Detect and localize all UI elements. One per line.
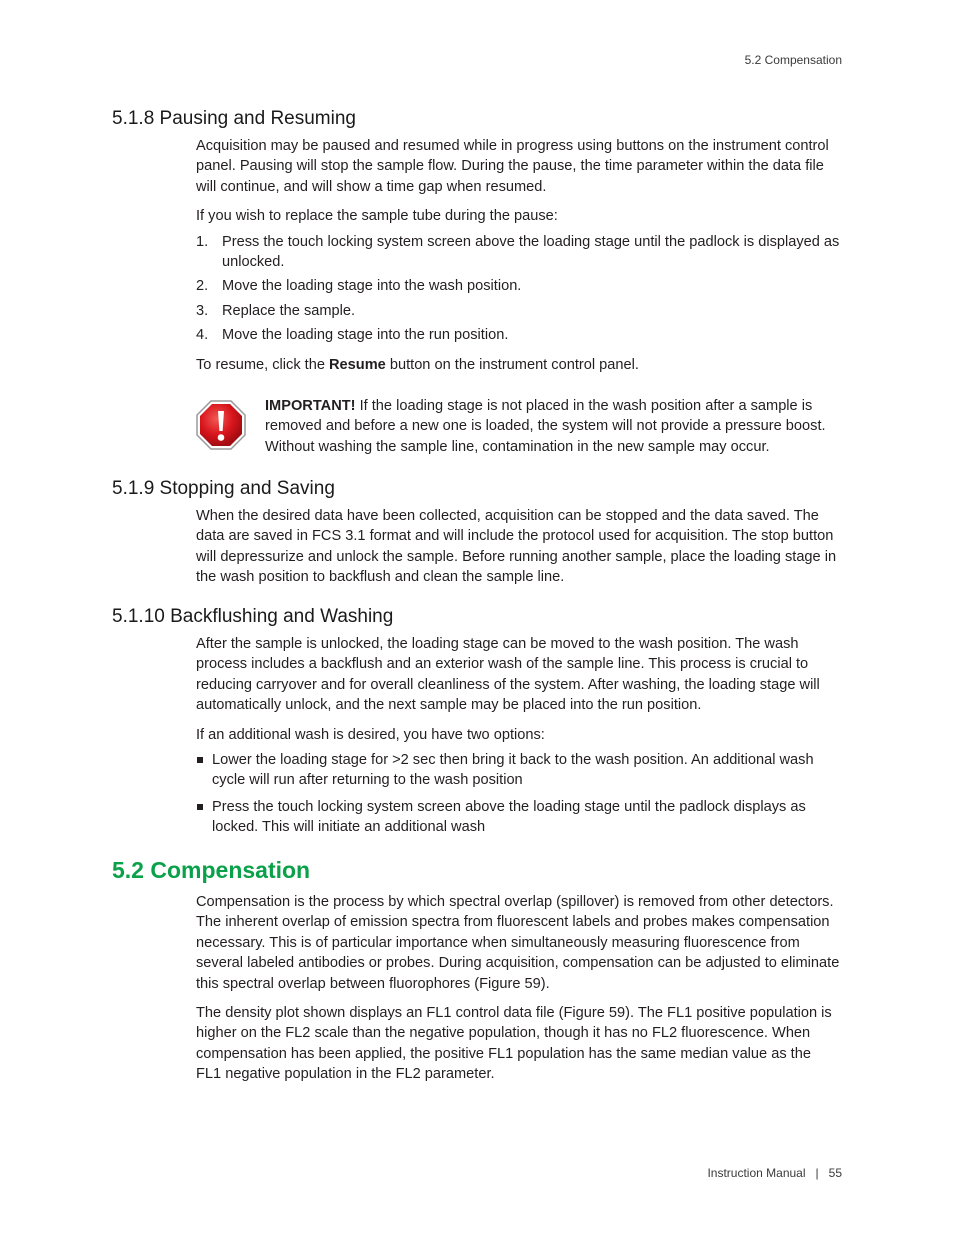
list-text: Press the touch locking system screen above the loading stage until the padlock displays as locked. This will initiate an additional wash [212,798,806,836]
heading-5-2: 5.2 Compensation [112,857,311,883]
warning-exclamation-icon [196,400,246,450]
heading-5-1-8: 5.1.8 Pausing and Resuming [112,108,356,129]
paragraph: After the sample is unlocked, the loading stage can be moved to the wash position. The wash process includes a backflush and an exterior wash of the sample line. This process is crucial to reducing carryover and for overall cleanliness of the system. After washing, the loading stage will automatically unlock, and the next sample may be placed into the run position. [196,636,820,714]
bullet-square-icon [197,757,203,763]
bullet-list [196,750,840,838]
list-number: 3. [196,302,209,319]
list-item [196,301,840,321]
section-5-1-10-body [196,634,840,838]
running-header: 5.2 Compensation [744,53,842,67]
important-label: IMPORTANT! [265,398,356,414]
list-text: Move the loading stage into the run position. [222,327,509,344]
resume-text-post: button on the instrument control panel. [385,356,639,373]
list-text: Replace the sample. [222,302,356,319]
footer-manual-title: Instruction Manual [707,1166,806,1180]
section-5-1-8-body [196,136,840,375]
list-item [196,797,840,838]
section-5-1-9-body [196,506,840,588]
paragraph: Acquisition may be paused and resumed while in progress using buttons on the instrument control panel. Pausing will stop the sample flow. During the pause, the time parameter within the data file will continue, and will show a time gap when resumed. [196,138,829,195]
footer-separator: | [815,1166,819,1180]
numbered-list [196,232,840,346]
page-number: 55 [828,1166,842,1180]
list-number: 2. [196,278,209,295]
important-text: If the loading stage is not placed in the wash position after a sample is removed and before a new one is loaded, the system will not provide a pressure boost. Without washing the sample line, contamination in the new sample may occur. [265,398,826,455]
paragraph: If you wish to replace the sample tube during the pause: [196,208,558,225]
paragraph: If an additional wash is desired, you have two options: [196,726,545,743]
list-number: 4. [196,327,209,344]
important-callout [265,396,847,457]
list-text: Press the touch locking system screen above the loading stage until the padlock is displayed as unlocked. [222,233,840,271]
list-text: Move the loading stage into the wash position. [222,278,522,295]
resume-button-reference: Resume [329,356,386,373]
list-text: Lower the loading stage for >2 sec then bring it back to the wash position. An additional wash cycle will run after returning to the wash position [212,752,814,789]
resume-paragraph [196,355,840,375]
page-footer [707,1166,842,1180]
list-item [196,232,840,273]
list-item [196,750,840,791]
paragraph: The density plot shown displays an FL1 control data file (Figure 59). The FL1 positive population is higher on the FL2 scale than the negative population, though it has no FL2 fluorescence. When compensation has been applied, the positive FL1 population has the same median value as the FL1 negative population in the FL2 parameter. [196,1005,832,1083]
list-item [196,276,840,296]
bullet-square-icon [197,804,203,810]
list-number: 1. [196,233,209,250]
heading-5-1-10: 5.1.10 Backflushing and Washing [112,606,394,627]
paragraph: Compensation is the process by which spectral overlap (spillover) is removed from other detectors. The inherent overlap of emission spectra from fluorescent labels and probes makes compensation necessary. This is of particular importance when simultaneously measuring fluorescence from several labeled antibodies or probes. During acquisition, compensation can be adjusted to eliminate this spectral overlap between fluorophores (Figure 59). [196,894,840,992]
list-item [196,325,840,345]
section-5-2-body [196,892,840,1085]
resume-text-pre: To resume, click the [196,356,330,373]
paragraph: When the desired data have been collected, acquisition can be stopped and the data saved. The data are saved in FCS 3.1 format and will include the protocol used for acquisition. The stop button will depressurize and unlock the sample. Before running another sample, place the loading stage in the wash position to backflush and clean the sample line. [196,508,837,586]
heading-5-1-9: 5.1.9 Stopping and Saving [112,478,335,499]
